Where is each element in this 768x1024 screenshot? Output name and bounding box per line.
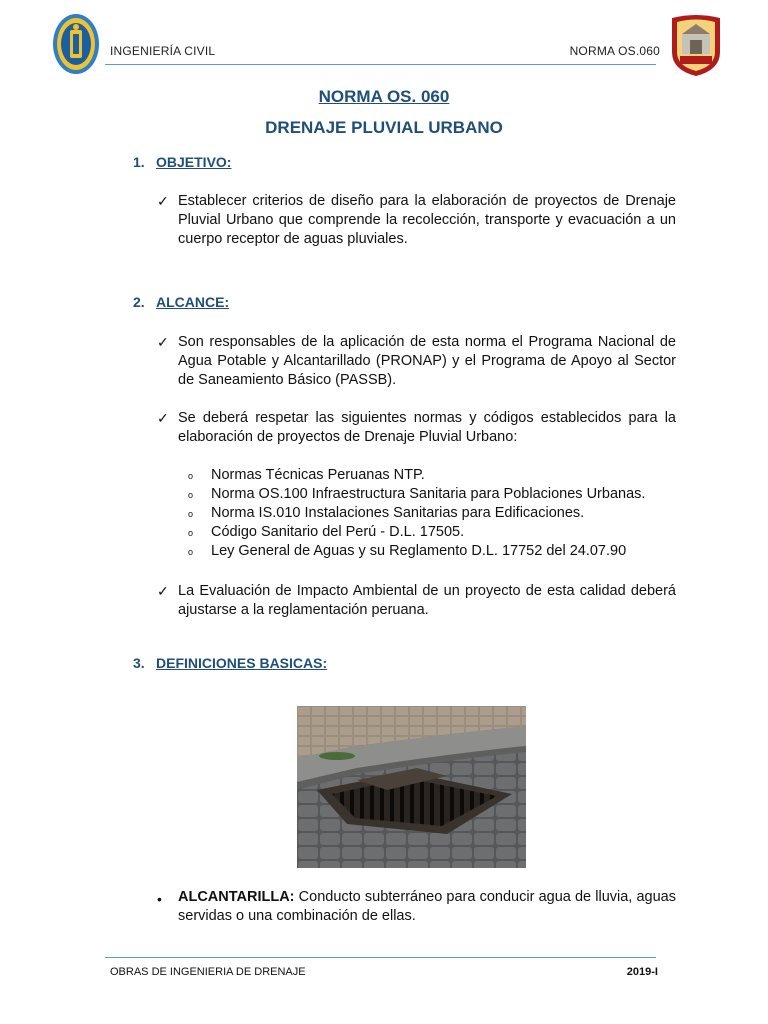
circle-bullet-icon: o [188, 528, 194, 538]
objetivo-item: Establecer criterios de diseño para la elaboración de proyectos de Drenaje Pluvial Urbano que comprende la recolección, transporte y evacuación a un cuerpo receptor de aguas pluviales. [178, 193, 676, 247]
header-rule [105, 64, 656, 65]
header-right-text: NORMA OS.060 [569, 44, 660, 58]
section-heading-objetivo [133, 154, 231, 170]
faculty-crest-logo [668, 12, 724, 78]
section-number: 1. [133, 154, 145, 170]
footer-rule [105, 957, 656, 958]
section-label: OBJETIVO: [156, 154, 232, 170]
footer-left-text: OBRAS DE INGENIERIA DE DRENAJE [110, 966, 306, 978]
check-icon: ✓ [157, 193, 169, 209]
section-number: 3. [133, 655, 145, 671]
check-icon: ✓ [157, 334, 169, 350]
norm-list-item: Código Sanitario del Perú - D.L. 17505. [211, 524, 465, 540]
document-title: NORMA OS. 060 [318, 87, 450, 106]
circle-bullet-icon: o [188, 490, 194, 500]
section-label: ALCANCE: [156, 294, 230, 310]
section-label: DEFINICIONES BASICAS: [156, 655, 328, 671]
document-subtitle: DRENAJE PLUVIAL URBANO [265, 118, 503, 137]
section-heading-definiciones [133, 655, 327, 671]
definition-term: ALCANTARILLA: [178, 889, 295, 905]
norm-list-item: Norma OS.100 Infraestructura Sanitaria para Poblaciones Urbanas. [211, 486, 646, 502]
norm-list-item: Norma IS.010 Instalaciones Sanitarias para Edificaciones. [211, 505, 585, 521]
norm-list-item: Ley General de Aguas y su Reglamento D.L. 17752 del 24.07.90 [211, 543, 627, 559]
norm-list-item: Normas Técnicas Peruanas NTP. [211, 467, 425, 483]
alcance-item-2: Se deberá respetar las siguientes normas y códigos establecidos para la elaboración de proyectos de Drenaje Pluvial Urbano: [178, 410, 676, 445]
alcance-item-3: La Evaluación de Impacto Ambiental de un proyecto de esta calidad deberá ajustarse a la reglamentación peruana. [178, 583, 676, 618]
circle-bullet-icon: o [188, 547, 194, 557]
section-heading-alcance [133, 294, 229, 310]
bullet-icon: • [157, 891, 162, 907]
definition-alcantarilla [178, 888, 676, 926]
circle-bullet-icon: o [188, 509, 194, 519]
storm-drain-photo [297, 706, 526, 868]
section-number: 2. [133, 294, 145, 310]
alcance-item-1: Son responsables de la aplicación de esta norma el Programa Nacional de Agua Potable y Alcantarillado (PRONAP) y el Programa de Apoyo al Sector de Saneamiento Básico (PASSB). [178, 334, 676, 388]
check-icon: ✓ [157, 583, 169, 599]
definition-text: Conducto subterráneo para conducir agua de lluvia, aguas servidas o una combinación de ellas. [178, 889, 676, 924]
university-seal-logo [52, 13, 100, 75]
check-icon: ✓ [157, 410, 169, 426]
footer-right-text: 2019-I [626, 966, 658, 978]
circle-bullet-icon: o [188, 471, 194, 481]
header-left-text: INGENIERÍA CIVIL [110, 44, 216, 58]
